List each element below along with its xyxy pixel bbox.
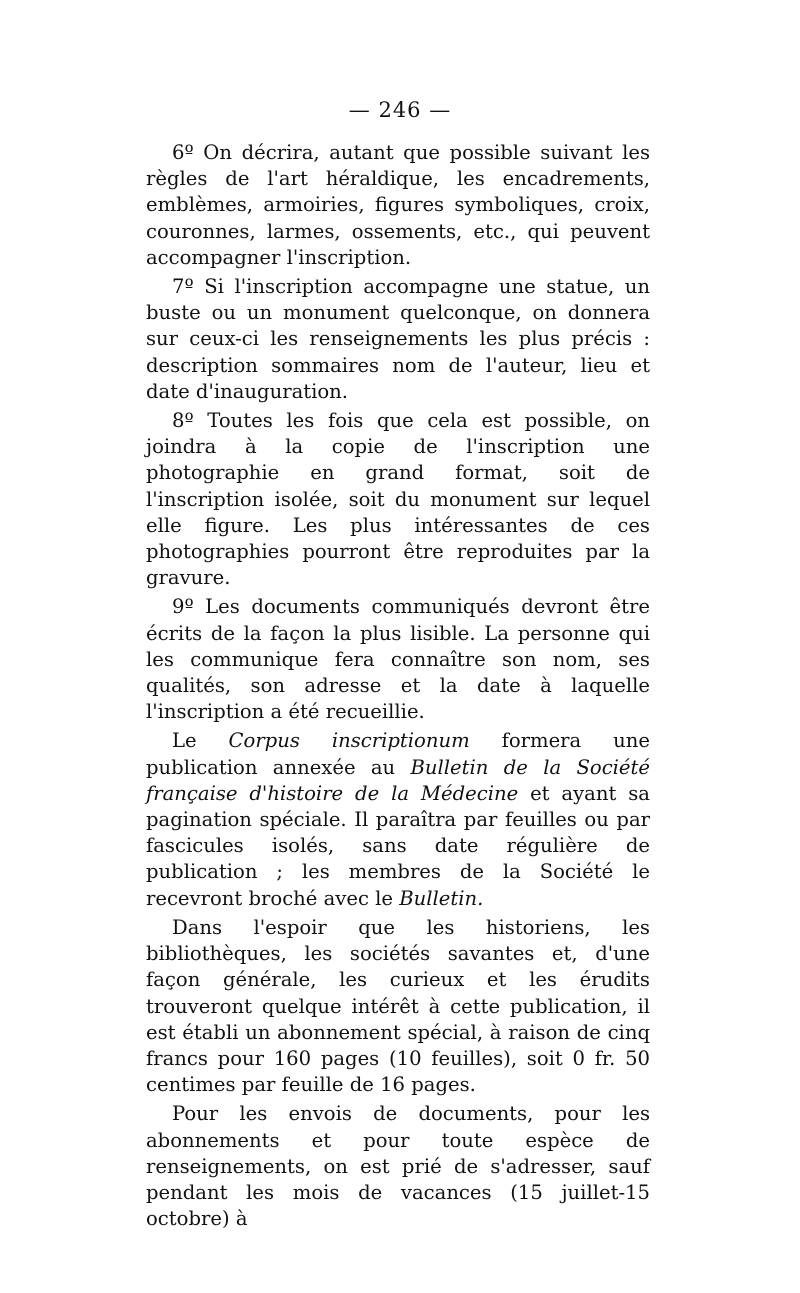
paragraph-text: 9º Les documents communiqués devront être écrits de la façon la plus lisible. La personne qui les communique fera connaître son nom, ses qualités, son adresse et la date à laquelle l'inscription a été recueillie. [146,595,650,724]
italic-title-corpus: Corpus inscriptionum [228,729,470,753]
body-text [146,140,650,1235]
paragraph-8 [146,408,650,591]
paragraph-abonnement [146,915,650,1098]
paragraph-text: 7º Si l'inscription accompagne une statue, un buste ou un monument quelconque, on donnera sur ceux-ci les renseignements les plus précis : description sommaires nom de l'auteur, lieu et date d'inauguration. [146,275,650,403]
paragraph-text: 8º Toutes les fois que cela est possible, on joindra à la copie de l'inscription une photographie en grand format, soit de l'inscription isolée, soit du monument sur lequel elle figure. Les plus intéressantes de ces photographies pourront être reproduites par la gravure. [146,409,650,590]
paragraph-corpus [146,728,650,911]
paragraph-9 [146,594,650,725]
paragraph-text: Pour les envois de documents, pour les abonnements et pour toute espèce de renseignements, on est prié de s'adresser, sauf pendant les mois de vacances (15 juillet-15 octobre) à [146,1102,650,1231]
paragraph-6 [146,140,650,271]
paragraph-text: formera une publication annexée au [146,729,650,779]
paragraph-text: Le [172,729,229,753]
paragraph-envois [146,1101,650,1232]
page-number: — 246 — [348,98,452,122]
italic-title-bulletin: Bulletin de la Société française d'histoire de la Médecine [146,755,650,805]
italic-bulletin-short: Bulletin. [399,886,484,910]
paragraph-text: et ayant sa pagination spéciale. Il paraîtra par feuilles ou par fascicules isolés, sans date régulière de publication ; les membres de la Société le recevront broché avec le [146,781,650,910]
paragraph-7 [146,274,650,405]
paragraph-text: 6º On décrira, autant que possible suivant les règles de l'art héraldique, les encadrements, emblèmes, armoiries, figures symboliques, croix, couronnes, larmes, ossements, etc., qui peuvent accompagner l'inscription. [146,141,650,269]
paragraph-text: Dans l'espoir que les historiens, les bibliothèques, les sociétés savantes et, d'une façon générale, les curieux et les érudits trouveront quelque intérêt à cette publication, il est établi un abonnement spécial, à raison de cinq francs pour 160 pages (10 feuilles), soit 0 fr. 50 centimes par feuille de 16 pages. [146,915,650,1097]
